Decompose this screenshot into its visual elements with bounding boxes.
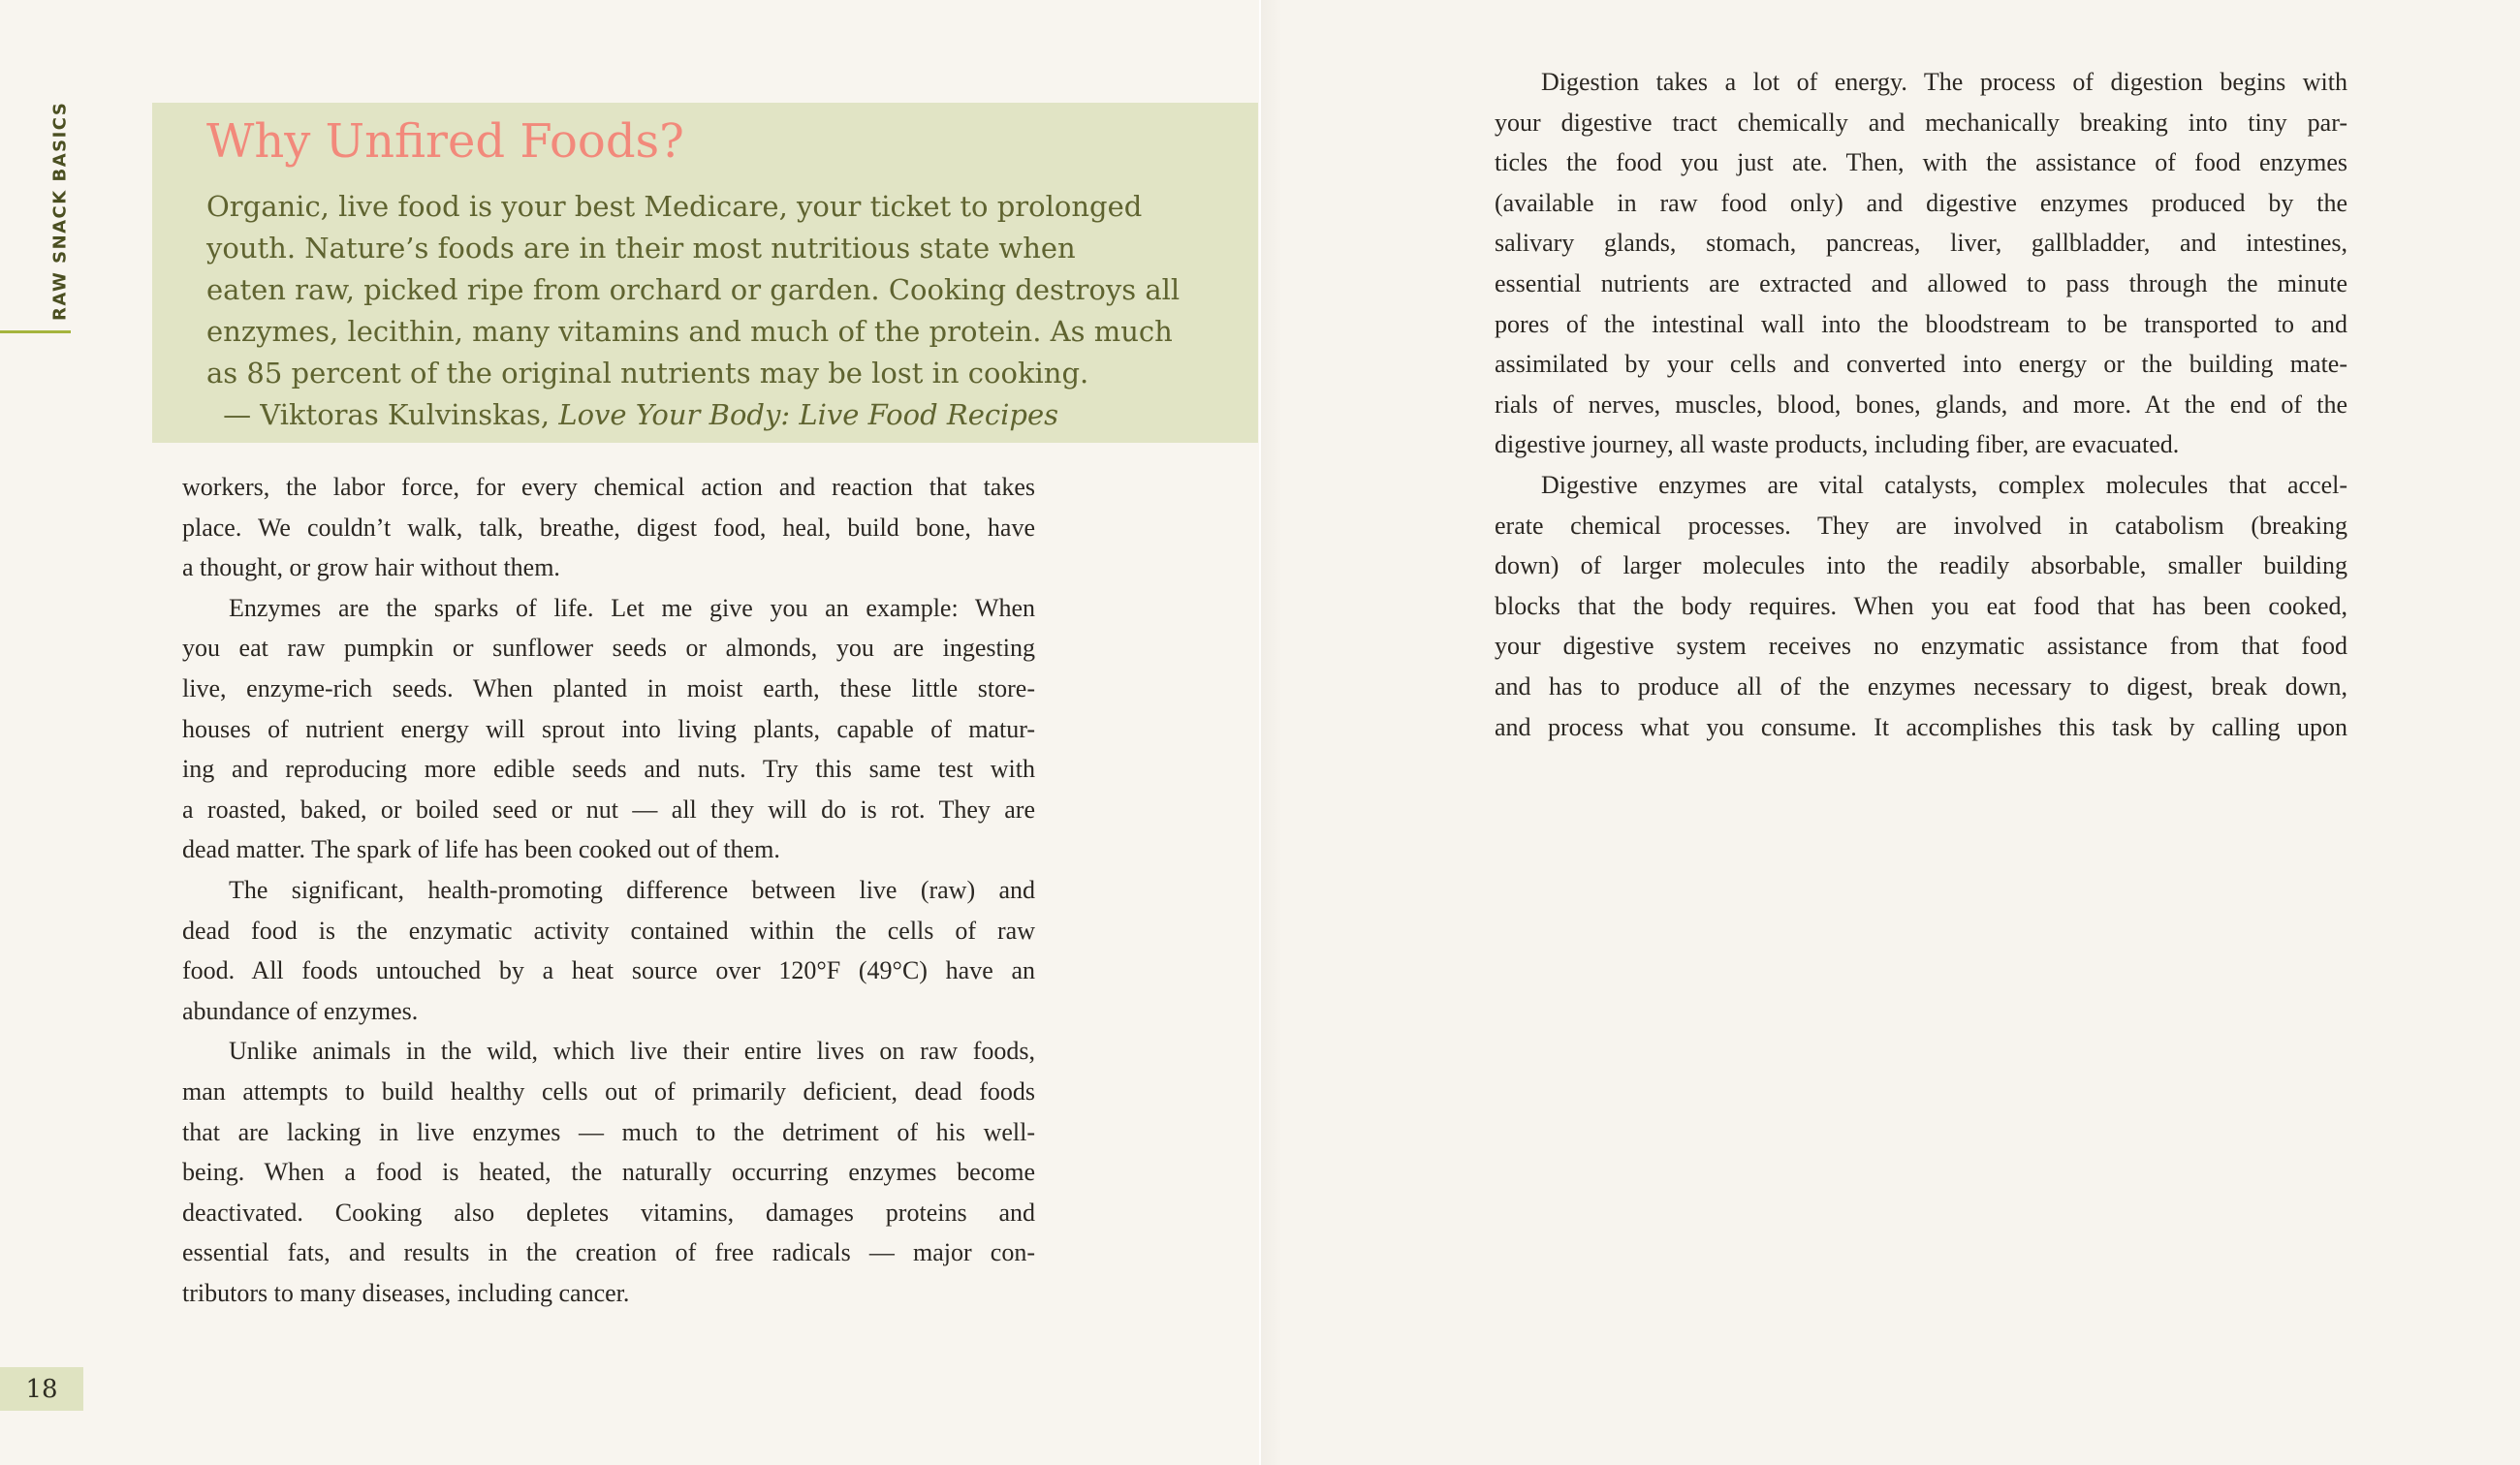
- body-line: your digestive system receives no enzymatic assistance from that food: [1495, 632, 2347, 661]
- section-tab-label: RAW SNACK BASICS: [49, 101, 71, 322]
- body-line: Unlike animals in the wild, which live their entire lives on raw foods,: [229, 1037, 1035, 1066]
- body-line: and has to produce all of the enzymes necessary to digest, break down,: [1495, 671, 2347, 701]
- body-line: houses of nutrient energy will sprout into living plants, capable of matur-: [182, 714, 1035, 743]
- body-line: essential fats, and results in the creation of free radicals — major con-: [182, 1238, 1035, 1267]
- section-rule-left: [0, 330, 71, 333]
- quote-line: eaten raw, picked ripe from orchard or garden. Cooking destroys all: [206, 273, 1181, 306]
- body-line: erate chemical processes. They are involved in catabolism (breaking: [1495, 511, 2347, 540]
- body-line: Digestion takes a lot of energy. The process of digestion begins with: [1541, 68, 2347, 96]
- body-line: The significant, health-promoting difference between live (raw) and: [229, 875, 1035, 904]
- quote-line: youth. Nature’s foods are in their most nutritious state when: [206, 232, 1076, 265]
- body-line: salivary glands, stomach, pancreas, liver, gallbladder, and intestines,: [1495, 229, 2347, 258]
- callout-title-left: Why Unfired Foods?: [206, 114, 684, 169]
- body-line: a thought, or grow hair without them.: [182, 553, 560, 582]
- section-tab-left: [41, 101, 79, 322]
- quote-line: Organic, live food is your best Medicare, your ticket to prolonged: [206, 190, 1143, 223]
- quote-line: enzymes, lecithin, many vitamins and much of the protein. As much: [206, 315, 1173, 348]
- why-unfired-foods-box: [152, 103, 1258, 443]
- body-line: (available in raw food only) and digestive enzymes produced by the: [1495, 188, 2347, 217]
- body-text-right: [1495, 62, 2347, 747]
- body-line: that are lacking in live enzymes — much to the detriment of his well-: [182, 1117, 1035, 1146]
- body-line: a roasted, baked, or boiled seed or nut — all they will do is rot. They are: [182, 795, 1035, 824]
- body-line: workers, the labor force, for every chemical action and reaction that takes: [182, 473, 1035, 501]
- body-line: you eat raw pumpkin or sunflower seeds or almonds, you are ingesting: [182, 634, 1035, 663]
- body-line: dead food is the enzymatic activity contained within the cells of raw: [182, 916, 1035, 945]
- body-line: pores of the intestinal wall into the bloodstream to be transported to and: [1495, 309, 2347, 338]
- body-line: deactivated. Cooking also depletes vitamins, damages proteins and: [182, 1198, 1035, 1227]
- body-line: place. We couldn’t walk, talk, breathe, digest food, heal, build bone, have: [182, 513, 1035, 542]
- body-line: your digestive tract chemically and mechanically breaking into tiny par-: [1495, 108, 2347, 137]
- body-text-left: [182, 467, 1035, 1313]
- page-number-left: 18: [0, 1367, 83, 1411]
- body-line: blocks that the body requires. When you eat food that has been cooked,: [1495, 591, 2347, 620]
- body-line: assimilated by your cells and converted into energy or the building mate-: [1495, 350, 2347, 379]
- attribution-book-title: Love Your Body: Live Food Recipes: [558, 398, 1058, 431]
- body-line: Enzymes are the sparks of life. Let me give you an example: When: [229, 593, 1035, 622]
- body-line: being. When a food is heated, the naturally occurring enzymes become: [182, 1158, 1035, 1187]
- body-line: tributors to many diseases, including cancer.: [182, 1278, 630, 1307]
- body-line: and process what you consume. It accomplishes this task by calling upon: [1495, 712, 2347, 741]
- body-line: essential nutrients are extracted and allowed to pass through the minute: [1495, 268, 2347, 297]
- epigraph-quote: [206, 186, 1180, 394]
- body-line: ticles the food you just ate. Then, with the assistance of food enzymes: [1495, 148, 2347, 177]
- body-line: rials of nerves, muscles, blood, bones, glands, and more. At the end of the: [1495, 390, 2347, 419]
- body-line: man attempts to build healthy cells out of primarily deficient, dead foods: [182, 1076, 1035, 1106]
- body-line: live, enzyme-rich seeds. When planted in moist earth, these little store-: [182, 673, 1035, 702]
- attribution-author: — Viktoras Kulvinskas,: [223, 398, 559, 431]
- body-line: Digestive enzymes are vital catalysts, complex molecules that accel-: [1541, 470, 2347, 499]
- body-line: ing and reproducing more edible seeds and nuts. Try this same test with: [182, 755, 1035, 784]
- quote-attribution: [206, 394, 1058, 436]
- quote-line: as 85 percent of the original nutrients may be lost in cooking.: [206, 357, 1089, 390]
- body-line: down) of larger molecules into the readily absorbable, smaller building: [1495, 551, 2347, 580]
- body-line: food. All foods untouched by a heat source over 120°F (49°C) have an: [182, 956, 1035, 985]
- body-line: digestive journey, all waste products, including fiber, are evacuated.: [1495, 430, 2180, 459]
- body-line: dead matter. The spark of life has been cooked out of them.: [182, 835, 780, 864]
- body-line: abundance of enzymes.: [182, 996, 419, 1025]
- page-gutter-shade: [1261, 0, 1282, 1465]
- page-right: [1260, 0, 2520, 1465]
